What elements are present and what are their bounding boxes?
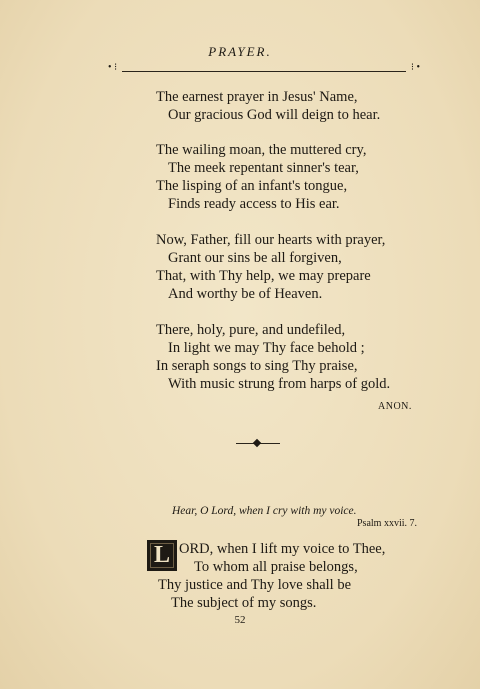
poem-line: In light we may Thy face behold ; xyxy=(168,340,365,356)
poem-line: There, holy, pure, and undefiled, xyxy=(156,322,346,338)
poem-line: The lisping of an infant's tongue, xyxy=(156,178,348,194)
drop-cap: L xyxy=(147,540,177,571)
poem-line: With music strung from harps of gold. xyxy=(168,376,391,392)
section-divider xyxy=(236,440,280,448)
poem-line: That, with Thy help, we may prepare xyxy=(156,268,371,284)
poem-line: The earnest prayer in Jesus' Name, xyxy=(156,89,358,105)
left-ornament-icon: • ⁝ xyxy=(108,62,118,73)
hymn-line: Thy justice and Thy love shall be xyxy=(158,577,352,593)
hymn-line: The subject of my songs. xyxy=(171,595,317,611)
header-rule-line xyxy=(122,71,406,72)
right-ornament-icon: ⁝ • xyxy=(410,62,420,73)
page-number: 52 xyxy=(234,614,246,626)
poem-line: Now, Father, fill our hearts with prayer, xyxy=(156,232,386,248)
poem-line: The wailing moan, the muttered cry, xyxy=(156,142,367,158)
poem-line: Grant our sins be all forgiven, xyxy=(168,250,342,266)
poem-line: Our gracious God will deign to hear. xyxy=(168,107,381,123)
poem-line: The meek repentant sinner's tear, xyxy=(168,160,359,176)
hymn-line: To whom all praise belongs, xyxy=(194,559,358,575)
hymn-epigraph: Hear, O Lord, when I cry with my voice. xyxy=(172,505,357,517)
scripture-reference: Psalm xxvii. 7. xyxy=(357,518,418,529)
poem-line: In seraph songs to sing Thy praise, xyxy=(156,358,358,374)
running-header-title: PRAYER. xyxy=(208,44,272,59)
header-rule xyxy=(108,64,420,80)
poem-line: Finds ready access to His ear. xyxy=(168,196,340,212)
poem-attribution: ANON. xyxy=(378,401,412,412)
diamond-icon xyxy=(253,439,261,447)
hymn-line: ORD, when I lift my voice to Thee, xyxy=(179,541,386,557)
poem-line: And worthy be of Heaven. xyxy=(168,286,323,302)
